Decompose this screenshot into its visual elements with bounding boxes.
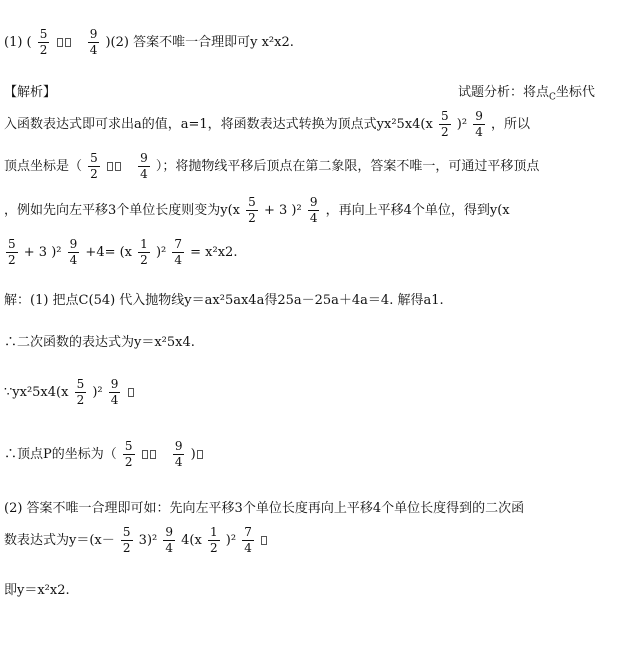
analysis-line-5: ，例如先向左平移3个单位长度则变为y(x $\frac{5}{2}$ + 3 )² $\frac{9}{4}$ ，再向上平移4个单位，得到y(x [4,195,510,226]
fraction-9-4: $\frac{9}{4}$ [89,27,98,58]
solution-line-2: ∴二次函数的表达式为y＝x²5x4. [4,335,195,350]
answer-1-tail: )(2) 答案不唯一合理即可y x²x2. [105,35,294,51]
fraction-9-4: $\frac{9}{4}$ [475,109,483,140]
solution-line-7: 即y＝x²x2. [4,583,70,598]
placeholder-box [57,38,63,47]
answer-line-1 [4,28,294,57]
placeholder-box [261,536,267,545]
analysis-heading: 试题分析：将点$_C$坐标代 [458,85,595,103]
fraction-9-4: $\frac{9}{4}$ [165,525,174,556]
solution-line-1: 解：(1) 把点C(54) 代入抛物线y＝ax²5ax4a得25a－25a＋4a＝4. 解得a1. [4,293,444,308]
fraction-9-4: $\frac{9}{4}$ [309,195,318,226]
analysis-line-3: 入函数表达式即可求出a的值，a=1，将函数表达式转换为顶点式yx²5x4(x $\frac{5}{2}$ )² $\frac{9}{4}$ ，所以 [4,109,530,140]
placeholder-box [150,450,156,459]
jiexi-heading: 【解析】 [4,85,57,100]
placeholder-box [107,162,113,171]
fraction-5-2: $\frac{5}{2}$ [90,151,98,182]
fraction-5-2: $\frac{5}{2}$ [8,237,16,268]
fraction-9-4: $\frac{9}{4}$ [69,237,78,268]
analysis-line-6: $\frac{5}{2}$ + 3 )² $\frac{9}{4}$ +4= (x $\frac{1}{2}$ )² $\frac{7}{4}$ = x²x2. [8,237,238,268]
fraction-1-2: $\frac{1}{2}$ [140,237,148,268]
fraction-5-2: $\frac{5}{2}$ [39,27,48,58]
placeholder-box [197,450,203,459]
placeholder-box [115,162,121,171]
fraction-5-2: $\frac{5}{2}$ [440,109,449,140]
fraction-5-2: $\frac{5}{2}$ [124,439,133,470]
placeholder-box [65,38,71,47]
placeholder-box [128,388,134,397]
fraction-9-4: $\frac{9}{4}$ [140,151,148,182]
fraction-5-2: $\frac{5}{2}$ [248,195,256,226]
solution-line-5: (2) 答案不唯一合理即可如：先向左平移3个单位长度再向上平移4个单位长度得到的二次函 [4,501,525,516]
solution-line-3: ∵yx²5x4(x $\frac{5}{2}$ )² $\frac{9}{4}$ [4,378,135,407]
answer-1-open: (1) ( [4,35,32,51]
fraction-7-4: $\frac{7}{4}$ [244,525,252,556]
fraction-1-2: $\frac{1}{2}$ [209,525,218,556]
fraction-9-4: $\frac{9}{4}$ [174,439,183,470]
placeholder-box [142,450,148,459]
analysis-line-4: 顶点坐标是（ $\frac{5}{2}$ $\frac{9}{4}$ ）；将抛物线平移后顶点在第二象限，答案不唯一，可通过平移顶点 [4,151,540,182]
fraction-7-4: $\frac{7}{4}$ [174,237,183,268]
fraction-9-4: $\frac{9}{4}$ [110,377,119,408]
solution-line-6: 数表达式为y＝(x－ $\frac{5}{2}$ 3)² $\frac{9}{4}$ 4(x $\frac{1}{2}$ )² $\frac{7}{4}$ [4,526,268,555]
fraction-5-2: $\frac{5}{2}$ [76,377,85,408]
solution-line-4: ∴顶点P的坐标为（ $\frac{5}{2}$ $\frac{9}{4}$ ) [4,440,204,469]
fraction-5-2: $\frac{5}{2}$ [122,525,131,556]
